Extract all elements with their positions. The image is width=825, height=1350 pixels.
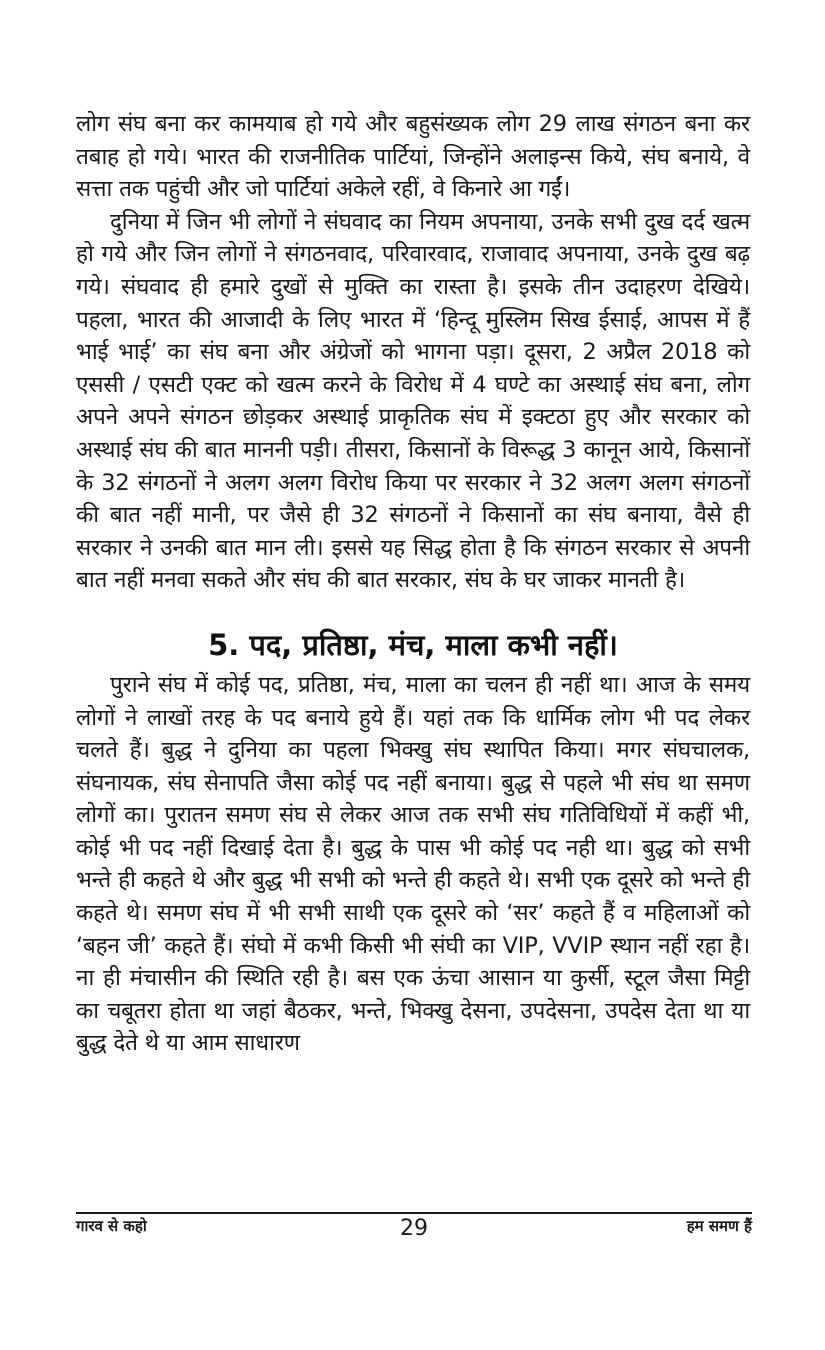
paragraph-3: पुराने संघ में कोई पद, प्रतिष्ठा, मंच, माला का चलन ही नहीं था। आज के समय लोगों ने लाखों तरह के पद बनाये हुये हैं। यहां तक कि धार्मिक लोग भी पद लेकर चलते हैं। बुद्ध ने दुनिया का पहला भिक्खु संघ स्थापित किया। मगर संघचालक, संघनायक, संघ सेनापति जैसा कोई पद नहीं बनाया। बुद्ध से पहले भी संघ था समण लोगों का। पुरातन समण संघ से लेकर आज तक सभी संघ गतिविधियों में कहीं भी, कोई भी पद नहीं दिखाई देता है। बुद्ध के पास भी कोई पद नही था। बुद्ध को सभी भन्ते ही कहते थे और बुद्ध भी सभी को भन्ते ही कहते थे। सभी एक दूसरे को भन्ते ही कहते थे। समण संघ में भी सभी साथी एक दूसरे को ‘सर’ कहते हैं व महिलाओं को ‘बहन जी’ कहते हैं। संघो में कभी किसी भी संघी का VIP, VVIP स्थान नहीं रहा है। ना ही मंचासीन की स्थिति रही है। बस एक ऊंचा आसान या कुर्सी, स्टूल जैसा मिट्टी का चबूतरा होता था जहां बैठकर, भन्ते, भिक्खु देसना, उपदेसना, उपदेस देता था या बुद्ध देते थे या आम साधारण (76, 671, 750, 1057)
footer-divider (76, 1212, 752, 1214)
page-number: 29 (400, 1216, 428, 1241)
footer-book-title: गारव से कहो (76, 1217, 147, 1235)
footer-running-title: हम समण हैं (686, 1217, 752, 1235)
section-heading: 5. पद, प्रतिष्ठा, मंच, माला कभी नहीं। (208, 627, 618, 662)
page-footer (76, 1215, 752, 1245)
paragraph-2: दुनिया में जिन भी लोगों ने संघवाद का नियम अपनाया, उनके सभी दुख दर्द खत्म हो गये और जिन लोगों ने संगठनवाद, परिवारवाद, राजावाद अपनाया, उनके दुख बढ़ गये। संघवाद ही हमारे दुखों से मुक्ति का रास्ता है। इसके तीन उदाहरण देखिये। पहला, भारत की आजादी के लिए भारत में ‘हिन्दू मुस्लिम सिख ईसाई, आपस में हैं भाई भाई’ का संघ बना और अंग्रेजों को भागना पड़ा। दूसरा, 2 अप्रैल 2018 को एससी / एसटी एक्ट को खत्म करने के विरोध में 4 घण्टे का अस्थाई संघ बना, लोग अपने अपने संगठन छोड़कर अस्थाई प्राकृतिक संघ में इक्टठा हुए और सरकार को अस्थाई संघ की बात माननी पड़ी। तीसरा, किसानों के विरूद्ध 3 कानून आये, किसानों के 32 संगठनों ने अलग अलग विरोध किया पर सरकार ने 32 अलग अलग संगठनों की बात नहीं मानी, पर जैसे ही 32 संगठनों ने किसानों का संघ बनाया, वैसे ही सरकार ने उनकी बात मान ली। इससे यह सिद्ध होता है कि संगठन सरकार से अपनी बात नहीं मनवा सकते और संघ की बात सरकार, संघ के घर जाकर मानती है। (76, 208, 751, 594)
paragraph-1: लोग संघ बना कर कामयाब हो गये और बहुसंख्यक लोग 29 लाख संगठन बना कर तबाह हो गये। भारत की राजनीतिक पार्टियां, जिन्होंने अलाइन्स किये, संघ बनाये, वे सत्ता तक पहुंची और जो पार्टियां अकेले रहीं, वे किनारे आ गईं। (76, 111, 750, 203)
page-body (76, 108, 750, 1060)
